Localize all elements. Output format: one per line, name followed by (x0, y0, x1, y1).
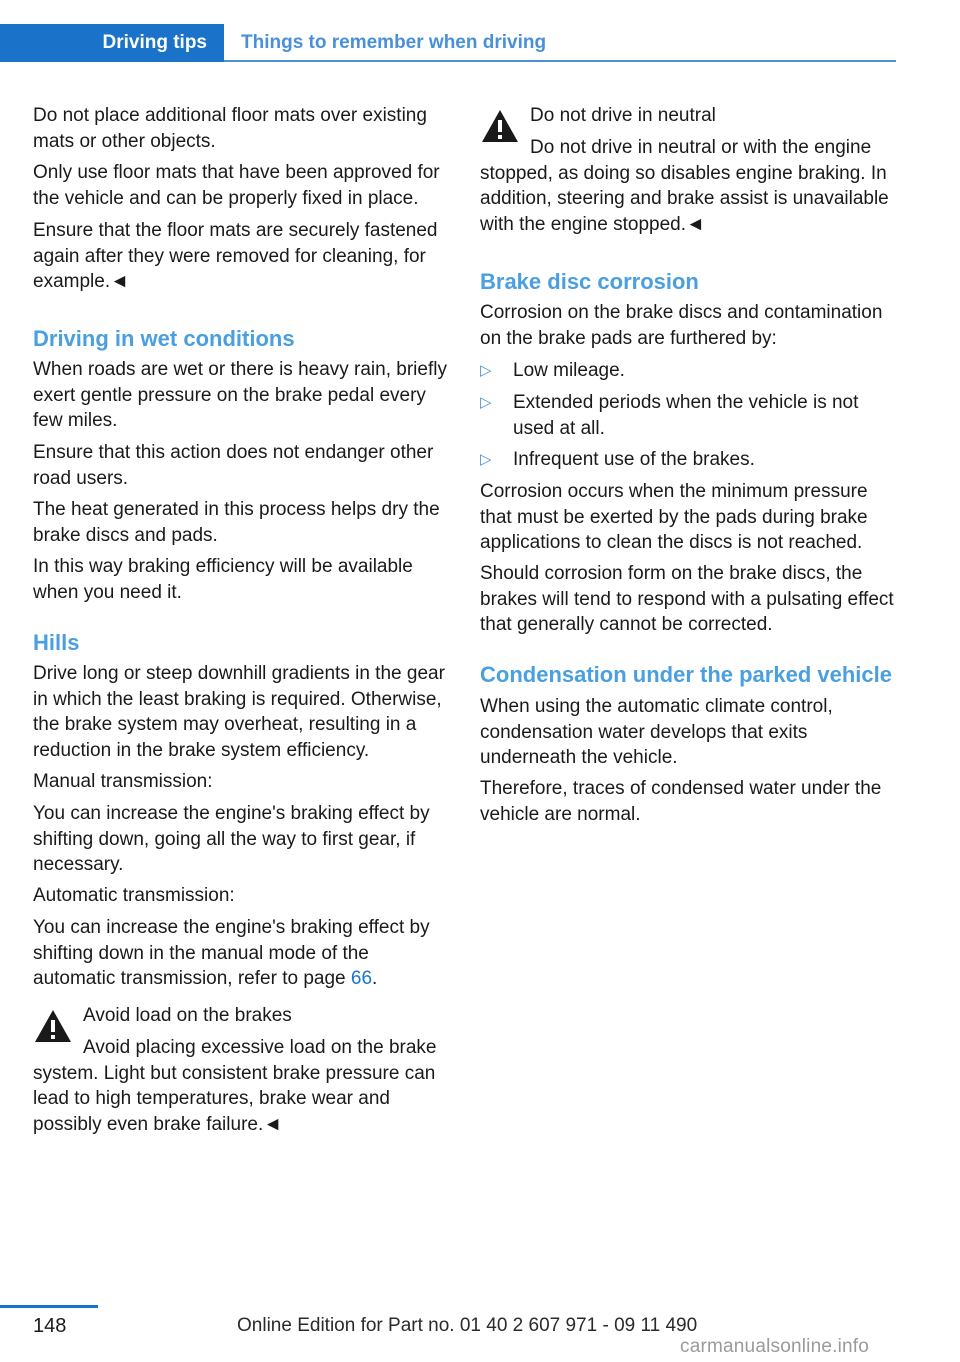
edition-text: Online Edition for Part no. 01 40 2 607 971 - 09 11 490 (237, 1315, 698, 1336)
paragraph: You can increase the engine's braking effect by shifting down, going all the way to first gear, if necessary. (33, 803, 430, 875)
paragraph: When using the automatic climate control, condensation water develops that exits underneath the vehicle. (480, 696, 833, 768)
heading-wet-conditions: Driving in wet conditions (33, 326, 295, 351)
chapter-label: Driving tips (102, 32, 207, 53)
watermark: carmanualsonline.info (680, 1336, 870, 1357)
paragraph: Drive long or steep downhill gradients in the gear in which the least braking is required. Otherwise, the brake system may overheat, resulting in a reduction in the brake system efficiency. (33, 663, 445, 761)
paragraph: Corrosion on the brake discs and contamination on the brake pads are furthered by: (480, 302, 883, 349)
paragraph: Automatic transmission: (33, 885, 235, 906)
paragraph: The heat generated in this process helps dry the brake discs and pads. (33, 499, 440, 546)
page-number: 148 (33, 1315, 67, 1337)
paragraph: Corrosion occurs when the minimum pressure that must be exerted by the pads during brake applications to clean the discs is not reached. (480, 481, 868, 553)
paragraph: Therefore, traces of condensed water under the vehicle are normal. (480, 778, 882, 825)
paragraph-automatic (33, 915, 451, 992)
heading-condensation: Condensation under the parked vehicle (480, 662, 892, 687)
footer-divider (0, 1305, 98, 1308)
paragraph: Manual transmission: (33, 771, 213, 792)
paragraph: Ensure that the floor mats are securely fastened again after they were removed for cleaning, for example.◄ (33, 220, 438, 292)
header-divider (224, 60, 896, 62)
heading-hills: Hills (33, 630, 80, 655)
section-title: Things to remember when driving (241, 32, 547, 53)
paragraph: Do not place additional floor mats over existing mats or other objects. (33, 105, 427, 152)
bullet-triangle-icon: ▷ (480, 362, 492, 379)
paragraph: In this way braking efficiency will be available when you need it. (33, 556, 413, 603)
paragraph: Should corrosion form on the brake discs, the brakes will tend to respond with a pulsating effect that generally cannot be corrected. (480, 563, 894, 635)
warning-title: Do not drive in neutral (530, 105, 716, 126)
list-item-text: Low mileage. (513, 360, 625, 381)
bullet-triangle-icon: ▷ (480, 451, 492, 468)
automatic-end: . (372, 968, 378, 989)
list-item-text: Infrequent use of the brakes. (513, 449, 755, 470)
heading-brake-disc-corrosion: Brake disc corrosion (480, 269, 699, 294)
bullet-triangle-icon: ▷ (480, 394, 492, 411)
paragraph: Only use floor mats that have been approved for the vehicle and can be properly fixed in place. (33, 162, 440, 209)
warning-text: Avoid placing excessive load on the brake system. Light but consistent brake pressure can lead to high temperatures, brake wear and possibly even brake failure.◄ (33, 1037, 437, 1135)
list-item-text: Extended periods when the vehicle is not used at all. (513, 392, 859, 439)
chapter-tab[interactable] (0, 24, 224, 62)
warning-text: Do not drive in neutral or with the engine stopped, as doing so disables engine braking. In addition, steering and brake assist is unavailable with the engine stopped.◄ (480, 137, 889, 235)
page-link[interactable]: 66 (350, 968, 373, 989)
warning-title: Avoid load on the brakes (83, 1005, 292, 1026)
paragraph: Ensure that this action does not endanger other road users. (33, 442, 434, 489)
automatic-text: You can increase the engine's braking effect by shifting down in the manual mode of the automatic transmission, refer to page (33, 917, 430, 989)
paragraph: When roads are wet or there is heavy rain, briefly exert gentle pressure on the brake pedal every few miles. (33, 359, 447, 431)
